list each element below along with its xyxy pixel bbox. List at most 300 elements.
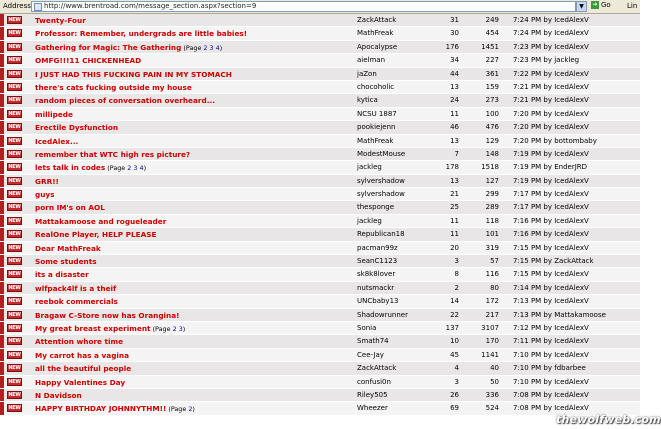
thread-title-text[interactable]: Dear MathFreak [35,243,101,253]
reply-count: 34 [450,56,459,65]
thread-title-text[interactable]: My carrot has a vagina [35,350,130,360]
row-accent-bar [0,41,4,53]
last-post: 7:08 PM by IcedAlexV [513,404,589,413]
view-count: 273 [485,96,499,105]
thread-title-link[interactable] [35,29,247,38]
thread-row [0,188,640,201]
thread-title-text[interactable]: all the beautiful people [35,364,132,374]
row-accent-bar [0,228,4,240]
row-accent-bar [0,135,4,147]
view-count: 170 [485,337,499,346]
page-link[interactable]: 2 [172,324,177,333]
reply-count: 26 [450,390,459,399]
last-post: 7:19 PM by EnderJRD [513,163,588,172]
reply-count: 46 [450,123,459,132]
thread-title-text[interactable]: N Davidson [35,390,82,400]
thread-title-link[interactable] [35,297,118,306]
last-post: 7:10 PM by fdbarbee [513,364,586,373]
thread-title-link[interactable] [35,270,89,279]
page-links [151,325,186,333]
reply-count: 3 [454,257,459,266]
thread-title-text[interactable]: Bragaw C-Store now has Orangina! [35,310,180,320]
new-posts-icon[interactable]: NEW [8,338,21,345]
thread-author[interactable]: sylvershadow [357,176,405,185]
new-posts-icon[interactable]: NEW [8,70,21,77]
thread-row [0,242,640,255]
page-link[interactable]: 3 [133,164,138,173]
thread-row [0,362,640,375]
last-post: 7:19 PM by IcedAlexV [513,176,589,185]
row-accent-bar [0,94,4,106]
new-posts-icon[interactable]: NEW [8,137,21,144]
last-post: 7:11 PM by IcedAlexV [513,337,589,346]
view-count: 129 [485,136,499,145]
thread-title-link[interactable] [35,137,78,146]
thread-row [0,215,640,228]
new-posts-icon[interactable]: NEW [8,164,21,171]
thread-title-link[interactable] [35,324,185,333]
page-link[interactable]: 3 [178,324,183,333]
reply-count: 11 [450,230,459,239]
thread-row [0,121,640,134]
last-post: 7:23 PM by IcedAlexV [513,42,589,51]
thread-title-link[interactable] [35,284,116,293]
new-posts-icon[interactable]: NEW [8,365,21,372]
new-posts-icon[interactable]: NEW [8,177,21,184]
thread-row [0,14,640,27]
thread-title-link[interactable] [35,110,73,119]
new-posts-icon[interactable]: NEW [8,191,21,198]
reply-count: 20 [450,243,459,252]
view-count: 80 [490,283,499,292]
thread-row [0,389,640,402]
view-count: 172 [485,297,499,306]
last-post: 7:17 PM by IcedAlexV [513,190,589,199]
new-posts-icon[interactable]: NEW [8,271,21,278]
thread-title-text[interactable]: Happy Valentines Day [35,377,126,387]
thread-title-text[interactable]: My great breast experiment [35,323,151,333]
row-accent-bar [0,175,4,187]
thread-title-text[interactable]: RealOne Player, HELP PLEASE [35,230,157,240]
row-accent-bar [0,309,4,321]
last-post: 7:15 PM by IcedAlexV [513,270,589,279]
page-prefix: (Page [107,164,126,173]
row-accent-bar [0,54,4,66]
thread-row [0,201,640,214]
thread-title-text[interactable]: guys [35,190,55,200]
thread-title-text[interactable]: Some students [35,257,97,267]
thread-author[interactable]: SeanC1123 [357,257,398,266]
view-count: 361 [485,69,499,78]
new-posts-icon[interactable]: NEW [8,378,21,385]
thread-author[interactable]: UNCbaby13 [357,297,399,306]
last-post: 7:24 PM by IcedAlexV [513,16,589,24]
reply-count: 11 [450,109,459,118]
thread-row [0,322,640,335]
reply-count: 21 [450,190,459,199]
reply-count: 30 [450,29,459,38]
page-suffix: ) [192,405,195,414]
last-post: 7:21 PM by IcedAlexV [513,96,589,105]
thread-row [0,309,640,322]
go-button[interactable] [591,1,611,11]
thread-title-link[interactable] [35,96,215,105]
page-link[interactable]: 4 [215,43,220,52]
thread-title-link[interactable] [35,404,195,413]
thread-title-text[interactable]: random pieces of conversation overheard... [35,96,216,106]
view-count: 1518 [481,163,499,172]
new-posts-icon[interactable]: NEW [8,311,21,318]
thread-title-link[interactable] [35,244,101,253]
view-count: 57 [490,257,499,266]
thread-author[interactable]: nutsmackr [357,283,395,292]
reply-count: 137 [445,323,459,332]
thread-row [0,68,640,81]
reply-count: 13 [450,136,459,145]
thread-row [0,282,640,295]
last-post: 7:24 PM by IcedAlexV [513,29,589,38]
last-post: 7:10 PM by IcedAlexV [513,377,589,386]
thread-author[interactable]: kytica [357,96,378,105]
new-posts-icon[interactable]: NEW [8,17,21,23]
last-post: 7:12 PM by IcedAlexV [513,323,589,332]
view-count: 3107 [481,323,499,332]
last-post: 7:19 PM by IcedAlexV [513,149,589,158]
thread-list [0,14,640,416]
thread-author[interactable]: Smath74 [357,337,389,346]
last-post: 7:15 PM by ZackAttack [513,257,594,266]
thread-title-link[interactable] [35,83,192,92]
thread-title-text[interactable]: porn IM's on AOL [35,203,105,213]
thread-row [0,295,640,308]
view-count: 454 [485,29,499,38]
last-post: 7:16 PM by IcedAlexV [513,216,589,225]
row-accent-bar [0,282,4,294]
view-count: 127 [485,176,499,185]
row-accent-bar [0,402,4,414]
new-posts-icon[interactable]: NEW [8,57,21,64]
row-accent-bar [0,295,4,307]
last-post: 7:21 PM by IcedAlexV [513,82,589,91]
address-dropdown-button[interactable] [576,1,587,12]
thread-author[interactable]: thesponge [357,203,395,212]
reply-count: 176 [445,42,459,51]
last-post: 7:14 PM by IcedAlexV [513,283,589,292]
row-accent-bar [0,68,4,80]
thread-row [0,81,640,94]
thread-title-link[interactable] [35,150,190,159]
row-accent-bar [0,14,4,26]
thread-row [0,255,640,268]
new-posts-icon[interactable]: NEW [8,204,21,211]
watermark: thewolfweb.com [556,413,661,426]
reply-count: 3 [454,377,459,386]
thread-author[interactable]: Cee-Jay [357,350,384,359]
thread-title-text[interactable]: GRR!! [35,176,59,186]
thread-row [0,148,640,161]
thread-title-text[interactable]: IcedAlex... [35,136,79,146]
reply-count: 178 [445,163,459,172]
thread-author[interactable]: Shadowrunner [357,310,408,319]
address-url[interactable]: http://www.brentroad.com/message_section.aspx?section=9 [44,2,257,10]
view-count: 217 [485,310,499,319]
thread-row [0,27,640,40]
thread-title-link[interactable] [35,123,118,132]
view-count: 476 [485,123,499,132]
reply-count: 13 [450,82,459,91]
reply-count: 14 [450,297,459,306]
reply-count: 24 [450,96,459,105]
reply-count: 4 [454,364,459,373]
thread-title-link[interactable] [35,163,146,172]
thread-title-text[interactable]: wlfpack4lf is a theif [35,283,117,293]
address-input[interactable] [31,1,576,12]
view-count: 227 [485,56,499,65]
last-post: 7:20 PM by IcedAlexV [513,123,589,132]
last-post: 7:17 PM by IcedAlexV [513,203,589,212]
thread-row [0,94,640,107]
reply-count: 69 [450,404,459,413]
thread-row [0,41,640,54]
view-count: 148 [485,149,499,158]
last-post: 7:23 PM by jackleg [513,56,580,65]
address-bar [0,0,640,14]
thread-author[interactable]: sk8k8lover [357,270,396,279]
thread-row [0,108,640,121]
thread-title-text[interactable]: reebok commercials [35,297,118,307]
reply-count: 25 [450,203,459,212]
thread-title-link[interactable] [35,311,180,320]
new-posts-icon[interactable]: NEW [8,258,21,265]
last-post: 7:10 PM by IcedAlexV [513,350,589,359]
thread-title-text[interactable]: Gathering for Magic: The Gathering [35,42,182,52]
thread-author[interactable]: jackleg [357,163,382,172]
thread-title-text[interactable]: there's cats fucking outside my house [35,82,192,92]
reply-count: 11 [450,216,459,225]
thread-author[interactable]: MathFreak [357,29,394,38]
new-posts-icon[interactable]: NEW [8,298,21,305]
new-posts-icon[interactable]: NEW [8,30,21,37]
thread-author[interactable]: Apocalypse [357,42,398,51]
last-post: 7:13 PM by IcedAlexV [513,297,589,306]
thread-title-link[interactable] [35,177,59,186]
view-count: 249 [485,16,499,24]
view-count: 40 [490,364,499,373]
thread-row [0,349,640,362]
last-post: 7:13 PM by Mattakamoose [513,310,606,319]
thread-title-link[interactable] [35,217,166,226]
thread-title-link[interactable] [35,391,82,400]
thread-author[interactable]: Wheezer [357,404,388,413]
page-links [166,405,195,413]
new-posts-icon[interactable]: NEW [8,217,21,224]
thread-row [0,175,640,188]
new-posts-icon[interactable]: NEW [8,83,21,90]
thread-author[interactable]: sylvershadow [357,190,405,199]
thread-row [0,402,640,415]
thread-author[interactable]: pacman99z [357,243,398,252]
row-accent-bar [0,268,4,280]
row-accent-bar [0,362,4,374]
new-posts-icon[interactable]: NEW [8,391,21,398]
page-link[interactable]: 2 [203,43,208,52]
view-count: 319 [485,243,499,252]
thread-title-text[interactable]: millipede [35,109,73,119]
thread-author[interactable]: Sonia [357,323,377,332]
last-post: 7:20 PM by IcedAlexV [513,109,589,118]
reply-count: 31 [450,16,459,24]
view-count: 118 [485,216,499,225]
last-post: 7:15 PM by IcedAlexV [513,243,589,252]
row-accent-bar [0,255,4,267]
page-link[interactable]: 4 [139,164,144,173]
thread-title-text[interactable]: Professor: Remember, undergrads are little babies! [35,29,248,39]
last-post: 7:08 PM by IcedAlexV [513,390,589,399]
address-label: Address [3,2,31,10]
new-posts-icon[interactable]: NEW [8,351,21,358]
last-post: 7:20 PM by bottombaby [513,136,597,145]
row-accent-bar [0,81,4,93]
reply-count: 44 [450,69,459,78]
page-suffix: ) [219,43,223,52]
view-count: 1451 [481,42,499,51]
thread-row [0,161,640,174]
new-posts-icon[interactable]: NEW [8,124,21,131]
new-posts-icon[interactable]: NEW [8,97,21,104]
thread-title-link[interactable] [35,337,123,346]
page-suffix: ) [182,324,186,333]
page-links [105,164,146,172]
thread-author[interactable]: pookiejenn [357,123,396,132]
thread-author[interactable]: jackleg [357,216,382,225]
thread-title-text[interactable]: Mattakamoose and rogueleader [35,216,167,226]
row-accent-bar [0,161,4,173]
page-prefix: (Page [168,405,187,414]
new-posts-icon[interactable]: NEW [8,43,21,50]
thread-title-link[interactable] [35,203,105,212]
thread-author[interactable]: Riley505 [357,390,388,399]
new-posts-icon[interactable]: NEW [8,150,21,157]
reply-count: 13 [450,176,459,185]
thread-author[interactable]: ModestMouse [357,149,406,158]
reply-count: 22 [450,310,459,319]
reply-count: 2 [454,283,459,292]
row-accent-bar [0,27,4,39]
page-icon [34,3,42,11]
thread-author[interactable]: chocoholic [357,82,395,91]
view-count: 289 [485,203,499,212]
thread-title-text[interactable]: Attention whore time [35,337,124,347]
reply-count: 10 [450,337,459,346]
page-prefix: (Page [183,43,202,52]
row-accent-bar [0,188,4,200]
thread-row [0,335,640,348]
view-count: 524 [485,404,499,413]
view-count: 159 [485,82,499,91]
go-label: Go [601,1,611,9]
thread-title-text[interactable]: lets talk in codes [35,163,106,173]
new-posts-icon[interactable]: NEW [8,244,21,251]
reply-count: 8 [454,270,459,279]
thread-title-text[interactable]: remember that WTC high res picture? [35,149,191,159]
page-link[interactable]: 2 [127,164,132,173]
thread-title-link[interactable] [35,190,55,199]
thread-title-link[interactable] [35,378,125,387]
thread-title-link[interactable] [35,364,131,373]
thread-title-link[interactable] [35,56,141,65]
thread-author[interactable]: Republican18 [357,230,405,239]
row-accent-bar [0,389,4,401]
thread-title-text[interactable]: its a disaster [35,270,89,280]
thread-author[interactable]: ZackAttack [357,16,397,24]
thread-title-link[interactable] [35,70,232,79]
thread-title-link[interactable] [35,351,129,360]
go-arrow-icon: ➔ [592,1,598,8]
thread-title-link[interactable] [35,257,97,266]
thread-author[interactable]: confusi0n [357,377,391,386]
page-suffix: ) [143,164,147,173]
row-accent-bar [0,349,4,361]
reply-count: 45 [450,350,459,359]
thread-row [0,376,640,389]
thread-title-text[interactable]: I JUST HAD THIS FUCKING PAIN IN MY STOMACH [35,69,232,79]
row-accent-bar [0,335,4,347]
last-post: 7:16 PM by IcedAlexV [513,230,589,239]
thread-row [0,54,640,67]
thread-row [0,228,640,241]
thread-row [0,268,640,281]
view-count: 100 [485,109,499,118]
thread-title-link[interactable] [35,16,86,25]
view-count: 1141 [481,350,499,359]
thread-title-text[interactable]: OMFG!!!11 CHICKENHEAD [35,56,142,66]
page-prefix: (Page [152,324,171,333]
new-posts-icon[interactable]: NEW [8,284,21,291]
thread-author[interactable]: NCSU 1887 [357,109,397,118]
thread-author[interactable]: ZackAttack [357,364,397,373]
new-posts-icon[interactable]: NEW [8,110,21,117]
view-count: 50 [490,377,499,386]
links-label[interactable]: Lin [627,2,638,10]
new-posts-icon[interactable]: NEW [8,324,21,331]
thread-title-text[interactable]: HAPPY BIRTHDAY JOHNNYTHM!! [35,404,167,414]
thread-title-text[interactable]: Erectile Dysfunction [35,123,119,133]
row-accent-bar [0,148,4,160]
thread-title-link[interactable] [35,43,222,52]
page-link[interactable]: 2 [188,405,193,414]
row-accent-bar [0,242,4,254]
thread-author[interactable]: aielman [357,56,386,65]
thread-title-link[interactable] [35,230,156,239]
view-count: 101 [485,230,499,239]
thread-row [0,135,640,148]
page-link[interactable]: 3 [209,43,214,52]
thread-author[interactable]: MathFreak [357,136,394,145]
reply-count: 7 [454,149,459,158]
row-accent-bar [0,108,4,120]
row-accent-bar [0,215,4,227]
thread-title-text[interactable]: Twenty-Four [35,16,86,25]
chevron-down-icon: ▼ [579,3,584,10]
view-count: 299 [485,190,499,199]
row-accent-bar [0,322,4,334]
view-count: 336 [485,390,499,399]
new-posts-icon[interactable]: NEW [8,231,21,238]
thread-author[interactable]: jaZon [357,69,377,78]
new-posts-icon[interactable]: NEW [8,405,21,412]
view-count: 116 [485,270,499,279]
row-accent-bar [0,376,4,388]
